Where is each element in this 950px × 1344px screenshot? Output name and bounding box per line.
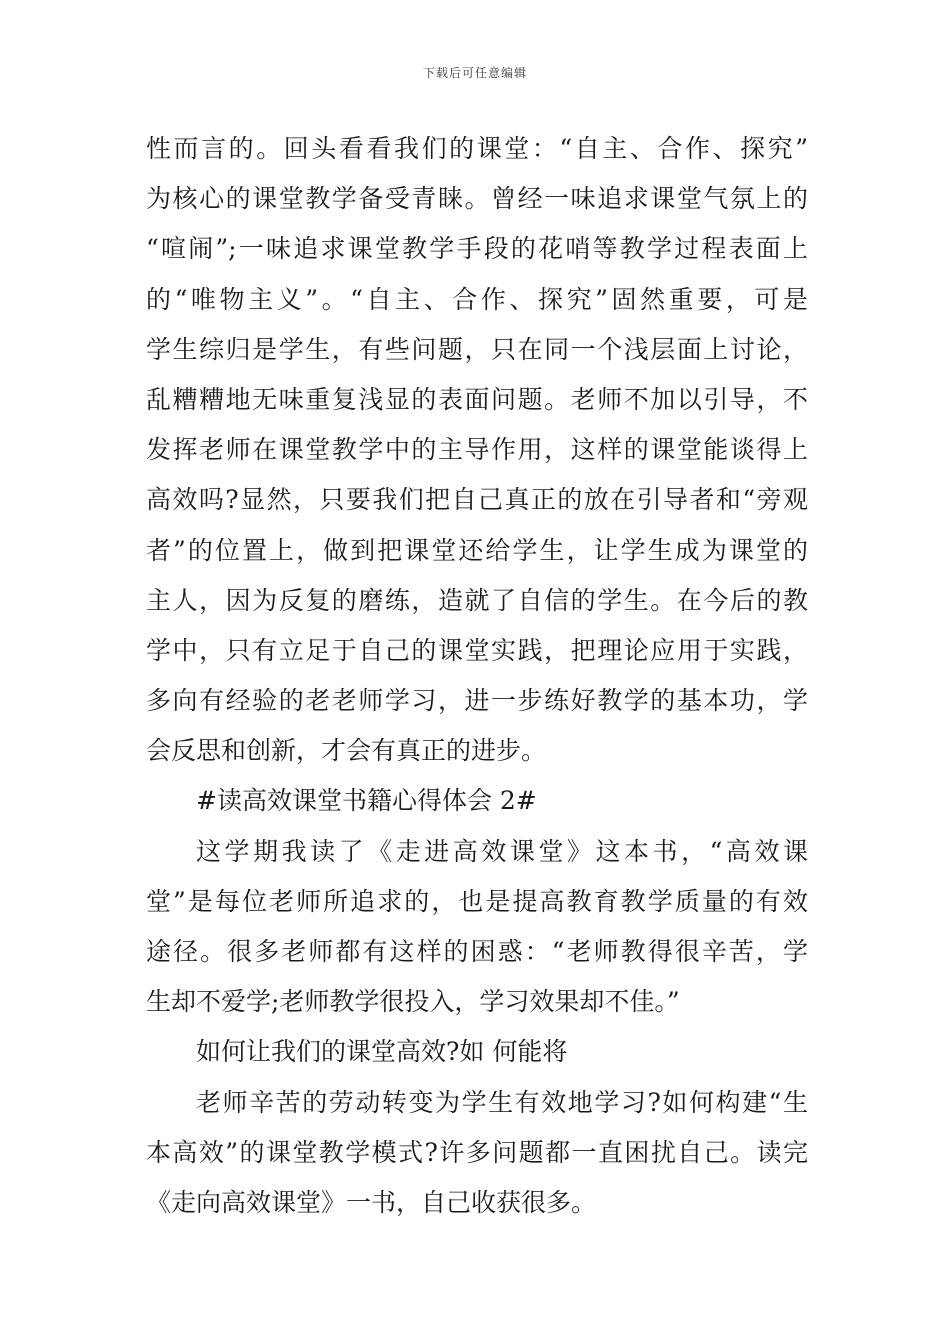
text-line: 学中，只有立足于自己的课堂实践，把理论应用于实践， <box>146 635 808 665</box>
text-line: 堂”是每位老师所追求的，也是提高教育教学质量的有效 <box>146 886 808 916</box>
text-line: 生却不爱学;老师教学很投入，学习效果却不佳。” <box>146 987 680 1017</box>
text-line: 的“唯物主义”。“自主、合作、探究”固然重要，可是 <box>146 284 808 314</box>
text-line: 多向有经验的老老师学习，进一步练好教学的基本功，学 <box>146 686 808 716</box>
section-heading: #读高效课堂书籍心得体会 2# <box>196 786 537 816</box>
text-line: 途径。很多老师都有这样的困惑：“老师教得很辛苦，学 <box>146 937 808 966</box>
text-line: 高效吗?显然，只要我们把自己真正的放在引导者和“旁观 <box>146 485 808 515</box>
page-header: 下载后可任意编辑 <box>422 66 527 80</box>
text-line: 本高效”的课堂教学模式?许多问题都一直困扰自己。读完 <box>146 1137 808 1167</box>
text-line: 《走向高效课堂》一书，自己收获很多。 <box>146 1187 597 1217</box>
document-body <box>146 124 808 1228</box>
text-line: 老师辛苦的劳动转变为学生有效地学习?如何构建“生 <box>196 1087 808 1117</box>
text-line: 学生综归是学生，有些问题，只在同一个浅层面上讨论， <box>146 334 808 364</box>
text-line: 发挥老师在课堂教学中的主导作用，这样的课堂能谈得上 <box>146 435 808 465</box>
text-line: 会反思和创新，才会有真正的进步。 <box>146 736 547 766</box>
text-line: 主人，因为反复的磨练，造就了自信的学生。在今后的教 <box>146 585 808 615</box>
text-line: 如何让我们的课堂高效?如 何能将 <box>196 1037 568 1067</box>
text-line: 为核心的课堂教学备受青睐。曾经一味追求课堂气氛上的 <box>146 184 808 214</box>
text-line: “喧闹”;一味追求课堂教学手段的花哨等教学过程表面上 <box>146 234 808 264</box>
text-line: 乱糟糟地无味重复浅显的表面问题。老师不加以引导，不 <box>146 384 808 414</box>
text-line: 这学期我读了《走进高效课堂》这本书，“高效课 <box>196 836 808 866</box>
text-line: 性而言的。回头看看我们的课堂：“自主、合作、探究” <box>146 134 808 163</box>
text-line: 者”的位置上，做到把课堂还给学生，让学生成为课堂的 <box>146 535 808 565</box>
